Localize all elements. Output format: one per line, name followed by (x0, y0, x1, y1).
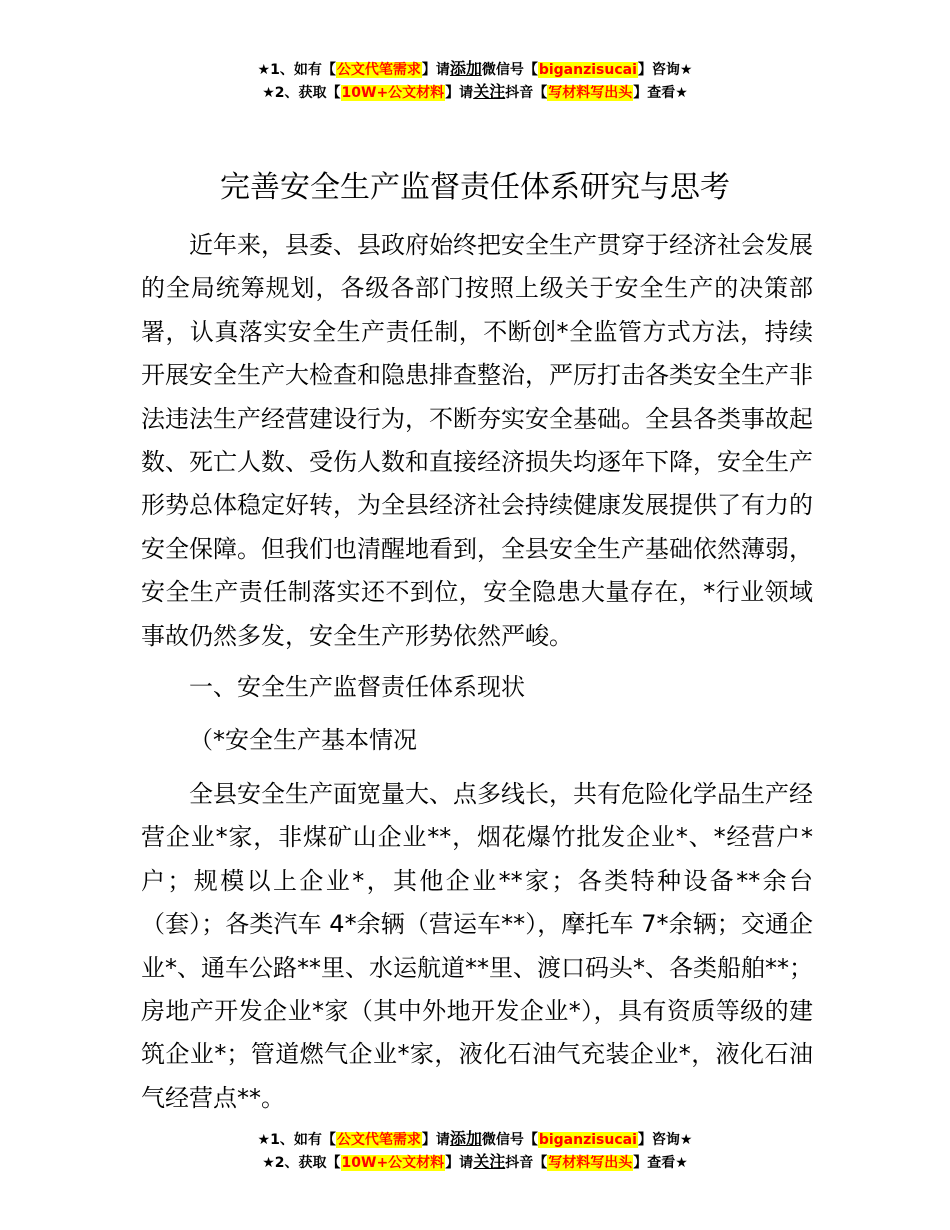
banner-highlight: biganzisucai (538, 1132, 637, 1148)
banner-text: 】查看★ (633, 1155, 688, 1171)
banner-text: ★1、如有【 (257, 1132, 336, 1148)
body-paragraph-basic-info: 全县安全生产面宽量大、点多线长，共有危险化学品生产经营企业*家，非煤矿山企业**，烟花爆竹批发企业*、*经营户*户；规模以上企业*，其他企业**家；各类特种设备**余台（套）；各类汽车 4*余辆（营运车**），摩托车 7*余辆；交通企业*、通车公路**里、水运航道**里、渡口码头*、各类船舶**；房地产开发企业*家（其中外地开发企业*），具有资质等级的建筑企业*；管道燃气企业*家，液化石油气充装企业*，液化石油气经营点**。 (141, 780, 813, 1112)
banner-highlight: 写材料写出头 (548, 85, 633, 101)
banner-text: ★2、获取【 (262, 85, 341, 101)
banner-text: 】请 (421, 62, 450, 78)
banner-text: 】请 (421, 1132, 450, 1148)
subsection-heading: （*安全生产基本情况 (189, 726, 417, 754)
banner-text: 抖音【 (505, 85, 548, 101)
banner-text: 】请 (445, 1155, 474, 1171)
banner-highlight: biganzisucai (538, 62, 637, 78)
banner-highlight: 写材料写出头 (548, 1155, 633, 1171)
banner-text: 微信号【 (481, 1132, 538, 1148)
banner-text: 微信号【 (481, 62, 538, 78)
banner-emphasis: 添加 (449, 1129, 482, 1148)
document-title: 完善安全生产监督责任体系研究与思考 (220, 170, 730, 205)
banner-line-2 (0, 81, 950, 104)
banner-text: 】查看★ (633, 85, 688, 101)
banner-highlight: 公文代笔需求 (336, 62, 421, 78)
section-heading: 一、安全生产监督责任体系现状 (189, 673, 525, 701)
body-paragraph-intro: 近年来，县委、县政府始终把安全生产贯穿于经济社会发展的全局统筹规划，各级各部门按照上级关于安全生产的决策部署，认真落实安全生产责任制，不断创*全监管方式方法，持续开展安全生产大检查和隐患排查整治，严厉打击各类安全生产非法违法生产经营建设行为，不断夯实安全基础。全县各类事故起数、死亡人数、受伤人数和直接经济损失均逐年下降，安全生产形势总体稳定好转，为全县经济社会持续健康发展提供了有力的安全保障。但我们也清醒地看到，全县安全生产基础依然薄弱，安全生产责任制落实还不到位，安全隐患大量存在，*行业领域事故仍然多发，安全生产形势依然严峻。 (141, 231, 813, 650)
banner-emphasis: 关注 (473, 82, 506, 101)
banner-line-2 (0, 1151, 950, 1174)
banner-text: 抖音【 (505, 1155, 548, 1171)
banner-text: ★1、如有【 (257, 62, 336, 78)
banner-highlight: 10W+公文材料 (341, 85, 445, 101)
footer-banner (0, 1128, 950, 1174)
header-banner (0, 58, 950, 104)
banner-line-1 (0, 58, 950, 81)
banner-highlight: 公文代笔需求 (336, 1132, 421, 1148)
banner-text: 】请 (445, 85, 474, 101)
banner-emphasis: 关注 (473, 1152, 506, 1171)
banner-highlight: 10W+公文材料 (341, 1155, 445, 1171)
banner-emphasis: 添加 (449, 59, 482, 78)
banner-line-1 (0, 1128, 950, 1151)
banner-text: ★2、获取【 (262, 1155, 341, 1171)
banner-text: 】咨询★ (637, 62, 693, 78)
banner-text: 】咨询★ (637, 1132, 693, 1148)
